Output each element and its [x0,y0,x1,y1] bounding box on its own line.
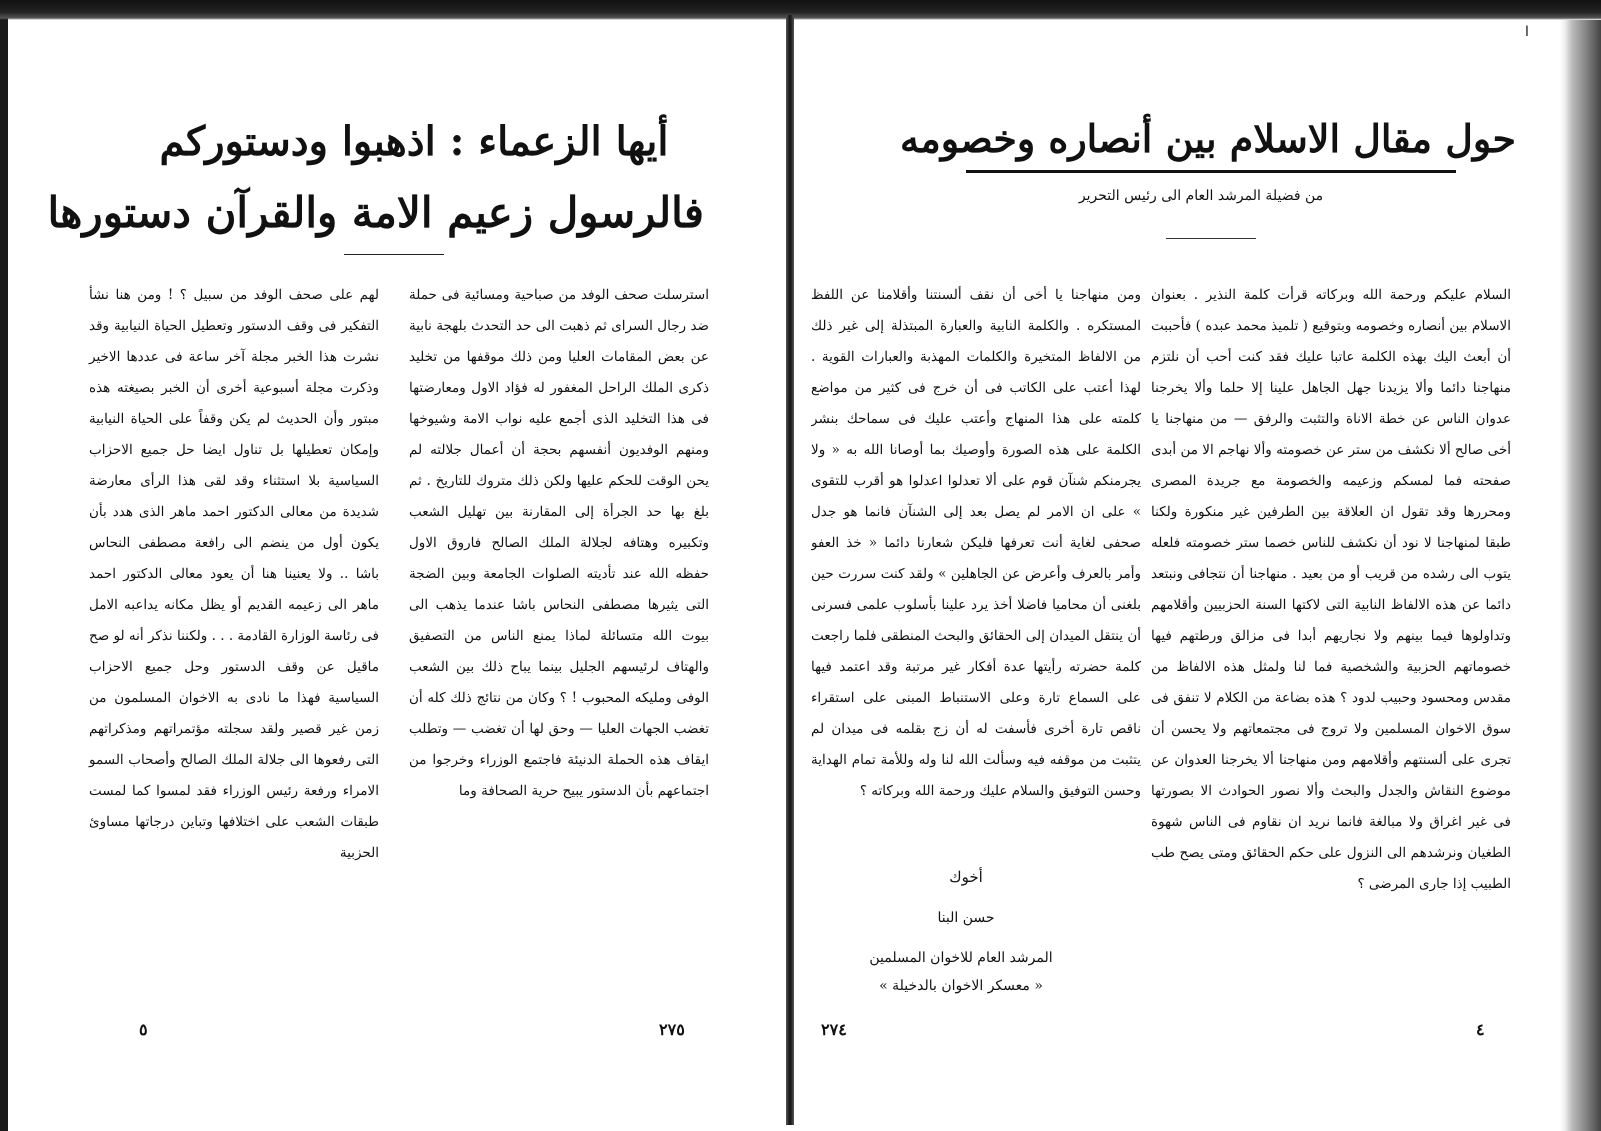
page-number: ٤ [1476,1020,1485,1039]
signature-place: « معسكر الاخوان بالدخيلة » [879,978,1043,994]
signature-role: المرشد العام للاخوان المسلمين [869,950,1053,966]
book-spine [786,15,794,1125]
left-page-title-line2: فالرسول زعيم الامة والقرآن دستورها [47,188,704,237]
signature-brother: أخوك [949,868,983,886]
title-divider [344,254,444,255]
left-page [14,20,784,1125]
right-page-column-right [1151,280,1511,900]
page-number: ٥ [139,1020,148,1039]
left-page-column-left [89,280,379,869]
corner-mark: ا [1525,24,1529,40]
right-page [796,20,1556,1125]
scan-edge-top [0,0,1601,20]
right-page-title: حول مقال الاسلام بين أنصاره وخصومه [900,116,1516,161]
article-text: لهم على صحف الوفد من سبيل ؟ ! ومن هنا نشأ التفكير فى وقف الدستور وتعطيل الحياة النيابية وقد نشرت هذا الخبر مجلة آخر ساعة فى عددها الاخير وذكرت مجلة أسبوعية أخرى أن الخبر بصيغته هذه مبتور وأن الحديث لم يكن وقفاً على الحياة النيابية وإمكان تعطيلها بل تناول ايضا حل جميع الاحزاب السياسية بلا استثناء وقد لقى هذا الرأى معارضة شديدة من معالى الدكتور احمد ماهر الذى هدد بأن يكون أول من ينضم الى رافعة مصطفى النحاس باشا .. ولا يعنينا هنا أن يعود معالى الدكتور احمد ماهر الى زعيمه القديم أو يظل مكانه يداعبه الامل فى رئاسة الوزارة القادمة . . . ولكننا نذكر أنه لو صح ماقيل عن وقف الدستور وحل جميع الاحزاب السياسية فهذا ما نادى به الاخوان المسلمون من زمن غير قصير ولقد سجلته مؤتمراتهم ومذكراتهم التى رفعوها الى جلالة الملك الصالح وأصحاب السمو الامراء ورفعة رئيس الوزراء فقد لمسوا كما لمست طبقات الشعب على اختلافها وتباين درجاتها مساوئ الحزبية [89,287,379,861]
signature-name: حسن البنا [937,910,995,926]
article-text: استرسلت صحف الوفد من صباحية ومسائية فى حملة ضد رجال السراى ثم ذهبت الى حد التحدث بلهجة نابية عن بعض المقامات العليا ومن ذلك موقفها من تخليد ذكرى الملك الراحل المغفور له فؤاد الاول ومعارضتها فى هذا التخليد الذى أجمع عليه نواب الامة وشيوخها ومنهم الوفديون أنفسهم بحجة أن أعمال جلالته لم يحن الوقت للحكم عليها ولكن ذلك متروك للتاريخ . ثم بلغ بها حد الجرأة إلى المقارنة بين تهليل الشعب وتكبيره وهتافه لجلالة الملك الصالح فاروق الاول حفظه الله عند تأديته الصلوات الجامعة وبين الضجة التى يثيرها مصطفى النحاس باشا عندما يذهب الى بيوت الله متسائلة لماذا يمنع الناس من التصفيق والهتاف لرئيسهم الجليل بينما يباح ذلك بين الشعب الوفى ومليكه المحبوب ! ؟ وكان من نتائج ذلك كله أن تغضب الجهات العليا — وحق لها أن تغضب — وتطلب ايقاف هذه الحملة الدنيئة فاجتمع الوزراء وخرجوا من اجتماعهم بأن الدستور يبيح حرية الصحافة وما [409,287,709,799]
left-page-title-line1: أيها الزعماء : اذهبوا ودستوركم [159,118,669,165]
scan-edge-left [0,0,8,1131]
right-page-subtitle: من فضيلة المرشد العام الى رئيس التحرير [1078,188,1324,204]
subtitle-divider [1166,238,1256,239]
page-number: ٢٧٤ [821,1020,847,1039]
article-text: السلام عليكم ورحمة الله وبركاته قرأت كلمة النذير . بعنوان الاسلام بين أنصاره وخصومه وبتوقيع ( تلميذ محمد عبده ) فأحببت أن أبعث اليك بهذه الكلمة عاتبا عليك فقد كنت أحب أن نلتزم منهاجنا دائما وألا يزيدنا جهل الجاهل علينا إلا حلما وألا يخرجنا عدوان الناس عن خطة الاناة والتثبت والرفق — من منهاجنا يا أخى صالح ألا نكشف من ستر عن خصومته وألا نهاجم الا من أبدى صفحته فما لمسكم وزعيمه والخصومة مع جريدة المصرى ومحررها وقد تقول ان العلاقة بين الطرفين غير منكورة ولكنا طبقا لمنهاجنا لا نود أن نكشف للناس خصما ستر خصومته فلعله يتوب الى رشده من قريب أو من بعيد . منهاجنا أن نتجافى ونبتعد دائما عن هذه الالفاظ النابية التى لاكتها السنة الحزبيين وأقلامهم وتداولوها فيما بينهم ولا نجاريهم أبدا فى مزالق ورطتهم فيها خصوماتهم الحزبية والشخصية فما لنا ولمثل هذه الالفاظ من مقدس ومحسود وحبيب لدود ؟ هذه بضاعة من الكلام لا تنفق فى سوق الاخوان المسلمين ولا تروج فى مجتمعاتهم ولا يحسن أن تجرى على ألسنتهم وأقلامهم ومن منهاجنا ألا يخرجنا العدوان عن موضوع النقاش والجدل والبحث وألا نصور الحوادث الا بصورتها فى غير اغراق ولا مبالغة فانما نريد ان نقاوم فى الناس شهوة الطغيان ونرشدهم الى النزول على حكم الحقائق ومتى يصح طب الطبيب إذا جارى المرضى ؟ [1151,287,1511,892]
right-page-column-left [811,280,1141,840]
left-page-column-right [409,280,709,807]
page-number: ٢٧٥ [659,1020,685,1039]
article-text: ومن منهاجنا يا أخى أن نقف ألسنتنا وأقلامنا عن اللفظ المستكره . والكلمة النابية والعبارة المبتذلة إلى غير ذلك من الالفاظ المتخيرة والكلمات المهذبة والعبارات القوية . لهذا أعتب على الكاتب فى أن خرج فى كثير من مواضع كلمته على هذا المنهاج وأعتب عليك فى سماحك بنشر الكلمة على هذه الصورة وأوصيك بما أوصانا الله به « ولا يجرمنكم شنآن قوم على ألا تعدلوا اعدلوا هو أقرب للتقوى » على ان الامر لم يصل بعد إلى الشنآن فانما هو جدل صحفى لغاية أنت تعرفها فليكن شعارنا دائما « خذ العفو وأمر بالعرف وأعرض عن الجاهلين » ولقد كنت سررت حين بلغنى أن محاميا فاضلا أخذ يرد علينا بأسلوب علمى فسرنى أن ينتقل الميدان إلى الحقائق والبحث المنطقى فلما راجعت كلمة حضرته رأيتها عدة أفكار غير مرتبة وقد اعتمد فيها على السماع تارة وعلى الاستنباط المبنى على استقراء ناقص تارة أخرى فأسفت له أن زج بقلمه فى ميدان لم يتثبت من موقفه فيه وسألت الله لنا وله وللأمة تمام الهداية وحسن التوفيق والسلام عليك ورحمة الله وبركاته ؟ [811,287,1141,799]
page-edge-shadow [1560,20,1601,1131]
title-underline [966,170,1456,173]
